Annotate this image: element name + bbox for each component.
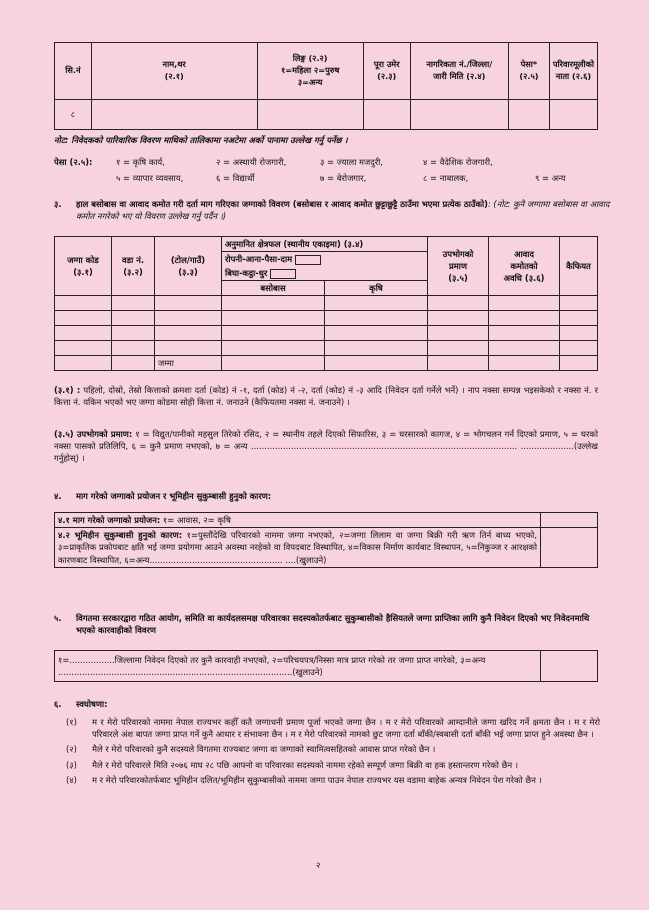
- col-agri: कृषि: [325, 281, 428, 296]
- section-title: स्वघोषणा:: [76, 699, 108, 709]
- occupation-item: ९ = अन्य: [535, 173, 566, 183]
- note-3-5: [54, 428, 598, 465]
- col-consumption: उपभोगको प्रमाण (३.५): [428, 237, 489, 296]
- answer-cell[interactable]: [541, 528, 598, 568]
- section-title: विगतमा सरकारद्वारा गठित आयोग, समिति वा कार्यदलसमक्ष परिवारका सदस्यकोतर्फबाट सुकुम्बासीको हैसियतले जग्गा प्राप्तिका लागि कुनै निवेदन दिएको भए निवेदनमाथि भएको कारवाहीको विवरण: [76, 613, 590, 636]
- occupation-label: पेसा (२.५):: [54, 157, 93, 167]
- col-ward: वडा नं. (३.२): [112, 237, 155, 296]
- section-number: ४.: [54, 491, 62, 501]
- section-number: ३.: [54, 199, 62, 209]
- list-item: (१) म र मेरो परिवारको नाममा नेपाल राज्यभर कहीँ कतै जग्गाधनी प्रमाण पूर्जा भएको जग्गा छैन । म र मेरो परिवारको आम्दानीले जग्गा खरिद गर्ने क्षमता छैन । म र मेरो परिवारले अंश बापत जग्गा प्राप्त गर्ने कुनै आधार र संभावना छैन । म र मेरो परिवारको नामको छुट जग्गा दर्ता बाँकी/स्वबासी दर्ता बाँकी भई जग्गा प्राप्त हुने अवस्था छैन ।: [66, 717, 600, 740]
- row-label: ४.२ भूमिहीन सुकुम्बासी हुनुको कारण:: [58, 530, 183, 541]
- name-cell[interactable]: [91, 100, 257, 130]
- note-label: (३.१) :: [54, 385, 81, 395]
- occupation-item: ७ = बेरोजगार,: [320, 173, 367, 183]
- occupation-item: ६ = विद्यार्थी: [216, 173, 255, 183]
- note-label: (३.५) उपभोगको प्रमाण:: [54, 429, 133, 439]
- occupation-item: ५ = व्यापार व्यवसाय,: [116, 173, 184, 183]
- table-row: [55, 341, 598, 356]
- note-3-1: [54, 384, 598, 408]
- section-title: माग गरेको जग्गाको प्रयोजन र भूमिहीन सुकुम्बासी हुनुको कारण:: [76, 491, 272, 501]
- table-row: [55, 513, 598, 528]
- col-area: अनुमानित क्षेत्रफल (स्थानीय एकाइमा) (३.४): [222, 237, 428, 252]
- occupation-cell[interactable]: [508, 100, 549, 130]
- gender-cell[interactable]: [257, 100, 363, 130]
- occupation-item: २ = अस्थायी रोजगारी,: [216, 157, 287, 167]
- row-text: १=पुस्तौंदेखि परिवारको नाममा जग्गा नभएको, २=जग्गा लिलाम वा जग्गा बिक्री गरी ऋण तिर्न बाध्य भएको, ३=प्राकृतिक प्रकोपबाट क्षति भई जग्गा प्रयोगमा आउने अवस्था नरहेको वा विपदबाट विस्थापित, ४=विकास निर्माण कार्यबाट विस्थापन, ५=निकुञ्ज र आरक्षको कारणबाट विस्थापित, ६=अन्य.................................................. ....(खुलाउने): [58, 530, 538, 565]
- row-text: १=.................जिल्लामा निवेदन दिएको तर कुनै कारवाही नभएको, २=परिचयपत्र/निस्सा मात्र प्राप्त गरेको तर जग्गा प्राप्त नगरेको, ३=अन्य ........................................................................................(खुलाउने): [55, 651, 541, 682]
- row-serial: ८: [55, 100, 92, 130]
- row-label: ४.१ माग गरेको जग्गाको प्रयोजन:: [58, 515, 161, 525]
- family-note: नोट: निवेदकको पारिवारिक विवरण माथिको तालिकामा नअटेमा अर्को पानामा उल्लेख गर्नु पर्नेछ ।: [54, 135, 348, 145]
- checkbox[interactable]: [295, 255, 321, 265]
- section-6-heading: [54, 698, 610, 710]
- list-item: (४) म र मेरो परिवारकोतर्फबाट भूमिहीन दलित/भूमिहीन सुकुम्बासीको नाममा जग्गा पाउन नेपाल राज्यभर यस वडामा बाहेक अन्यत्र निवेदन पेश गरेको छैन ।: [66, 774, 542, 785]
- table-row: [55, 311, 598, 326]
- section-number: ६.: [54, 699, 62, 709]
- col-residence: बसोबास: [222, 281, 325, 296]
- col-tole: (टोल/गाउँ) (३.३): [155, 237, 222, 296]
- list-item: (२) मैले र मेरो परिवारको कुनै सदस्यले विगतमा राज्यबाट जग्गा वा जग्गाको स्वामित्वसहितको आवास प्राप्त गरेको छैन ।: [66, 744, 436, 755]
- col-name: नाम,थर (२.१): [91, 43, 257, 100]
- col-remarks: कैफियत: [560, 237, 598, 296]
- page-number: २: [316, 860, 321, 870]
- checkbox[interactable]: [270, 269, 296, 279]
- table-row: [55, 651, 598, 682]
- answer-cell[interactable]: [541, 513, 598, 528]
- note-text: पहिलो, दोस्रो, तेस्रो कित्ताको क्रमशः दर्ता (कोड) नं -१, दर्ता (कोड) नं -२, दर्ता (कोड) नं -३ आदि (निवेदन दर्ता गर्नेले भर्ने) । नाप नक्सा सम्पन्न भइसकेको र नक्सा नं. र कित्ता नं. यकिन भएको भए जग्गा कोडमा सोही कित्ता नं. जनाउने (कैफियतमा नक्सा नं. जनाउने) ।: [54, 385, 599, 408]
- land-details-table: [54, 236, 598, 371]
- occupation-legend: [54, 156, 614, 188]
- family-details-table: [54, 42, 598, 130]
- col-age: पूरा उमेर (२.३): [363, 43, 410, 100]
- section-note: : (नोट: कुनै जग्गामा बसोबास वा आवाद कमोत नगरेको भए यो विवरण उल्लेख गर्नु पर्दैन ।): [76, 199, 610, 222]
- row-text: १= आवास, २= कृषि: [160, 515, 231, 525]
- answer-cell[interactable]: [541, 651, 598, 682]
- table-header-row: [55, 43, 598, 100]
- age-cell[interactable]: [363, 100, 410, 130]
- previous-application-table: [54, 650, 598, 682]
- total-row: [55, 356, 598, 371]
- col-citizenship: नागरिकता नं./जिल्ला/ जारी मिति (२.४): [410, 43, 508, 100]
- col-occupation: पेसा* (२.५): [508, 43, 549, 100]
- col-duration: आवाद कमोतको अवधि (३.६): [489, 237, 560, 296]
- citizenship-cell[interactable]: [410, 100, 508, 130]
- purpose-table: [54, 512, 598, 568]
- section-number: ५.: [54, 613, 62, 623]
- section-4-heading: [54, 490, 610, 502]
- col-relation: परिवारमूलीको नाता (२.६): [549, 43, 597, 100]
- col-land-code: जग्गा कोड (३.१): [55, 237, 112, 296]
- area-unit-ropani: रोपनी-आना-पैसा-दाम: [225, 254, 293, 264]
- occupation-item: ३ = ज्याला मजदुरी,: [320, 157, 383, 167]
- table-row: [55, 528, 598, 568]
- relation-cell[interactable]: [549, 100, 597, 130]
- section-5-heading: [54, 612, 610, 636]
- col-gender: लिङ्ग (२.२) १=महिला २=पुरुष ३=अन्य: [257, 43, 363, 100]
- occupation-item: ४ = वैदेशिक रोजगारी,: [423, 157, 493, 167]
- section-title: हाल बसोबास वा आवाद कमोत गरी दर्ता माग गरिएका जग्गाको विवरण (बसोबास र आवाद कमोत छुट्टाछुट्टै ठाउँमा भएमा प्रत्येक ठाउँको): [76, 199, 488, 209]
- occupation-item: १ = कृषि कार्य,: [116, 157, 165, 167]
- list-item: (३) मैले र मेरो परिवारले मिति २०७६ माघ २८ पछि आफ्नो वा परिवारका सदस्यको नाममा रहेको सम्पूर्ण जग्गा बिक्री वा हक हस्तान्तरण गरेको छैन ।: [66, 759, 518, 770]
- table-row: [55, 326, 598, 341]
- declaration-list: [66, 716, 600, 789]
- note-text: १ = विद्युत/पानीको महसुल तिरेको रसिद, २ = स्थानीय तहले दिएको सिफारिस, ३ = घरसारको कागज, ४ = भोगचलन गर्न दिएको प्रमाण, ५ = घरको नक्सा पासको प्रतिलिपि, ६ = कुनै प्रमाण नभएको, ७ = अन्य .................................................................................................... ....................(उल्लेख गर्नुहोस्) ।: [54, 429, 598, 464]
- area-unit-bigha: बिघा-कट्ठा-धुर: [225, 268, 268, 278]
- table-row: [55, 296, 598, 311]
- occupation-item: ८ = नाबालक,: [423, 173, 469, 183]
- section-3-heading: [54, 198, 610, 222]
- table-row: [55, 100, 598, 130]
- col-serial: सि.नं: [55, 43, 92, 100]
- total-label: जम्मा: [155, 356, 222, 371]
